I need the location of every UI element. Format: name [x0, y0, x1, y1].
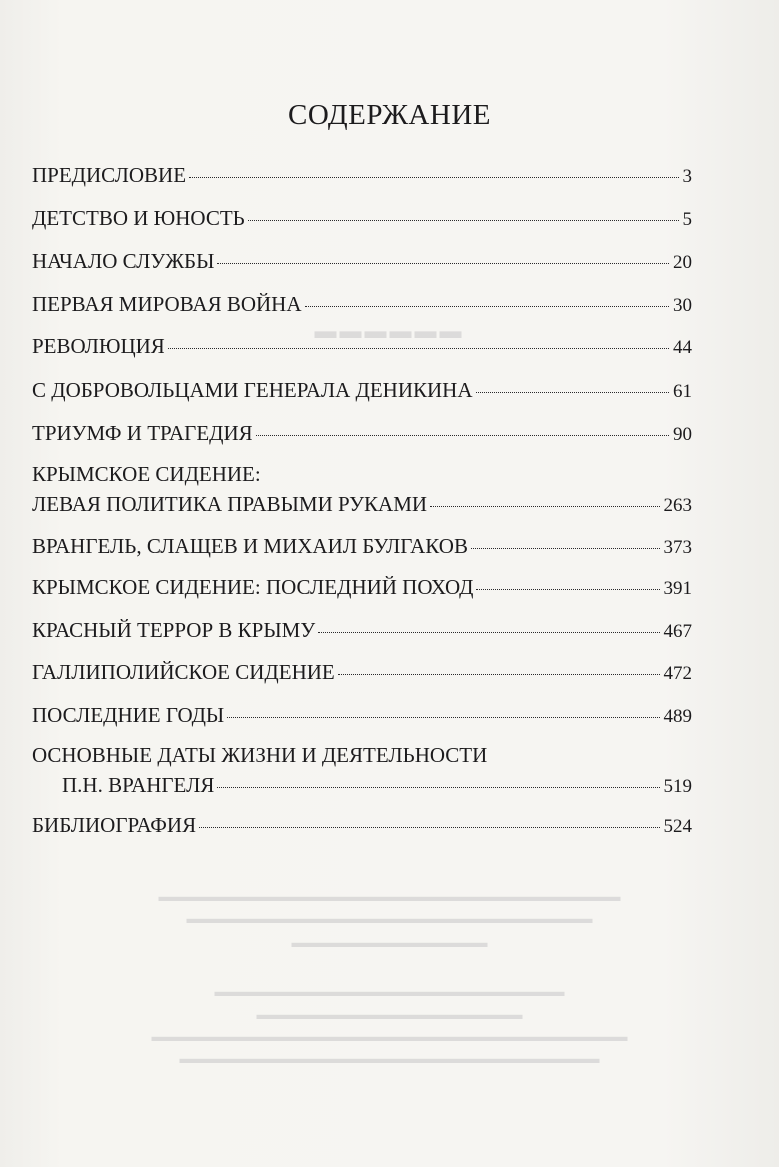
entry-title: ПЕРВАЯ МИРОВАЯ ВОЙНА	[32, 292, 302, 316]
dot-leader	[476, 589, 659, 590]
toc-entry	[32, 420, 692, 448]
page-number: 472	[663, 663, 692, 684]
page-number: 5	[682, 209, 692, 230]
toc-entry	[32, 248, 692, 276]
entry-title: БИБЛИОГРАФИЯ	[32, 813, 197, 837]
entry-title: КРЫМСКОЕ СИДЕНИЕ:	[32, 462, 261, 486]
toc-entry	[32, 574, 692, 602]
dot-leader	[471, 548, 660, 549]
entry-title-continued: П.Н. ВРАНГЕЛЯ	[62, 773, 215, 797]
dot-leader	[217, 787, 659, 788]
dot-leader	[227, 717, 659, 718]
dot-leader	[168, 348, 669, 349]
dot-leader	[430, 506, 659, 507]
toc-entry	[32, 205, 692, 233]
dot-leader	[338, 674, 660, 675]
page-number: 263	[663, 495, 692, 516]
contents-heading: СОДЕРЖАНИЕ	[288, 99, 491, 131]
page-number: 391	[663, 578, 692, 599]
toc-entry	[32, 333, 692, 361]
toc-entry	[32, 702, 692, 730]
dot-leader	[256, 435, 669, 436]
toc-entry	[32, 812, 692, 840]
toc-entry	[32, 377, 692, 405]
page-number: 44	[673, 337, 692, 358]
dot-leader	[318, 632, 659, 633]
page-number: 373	[663, 537, 692, 558]
toc-entry	[32, 617, 692, 645]
dot-leader	[189, 177, 678, 178]
page-number: 30	[673, 295, 692, 316]
toc-entry	[32, 162, 692, 190]
page-number: 489	[663, 706, 692, 727]
dot-leader	[305, 306, 670, 307]
page-number: 524	[663, 816, 692, 837]
entry-title: ВРАНГЕЛЬ, СЛАЩЕВ И МИХАИЛ БУЛГАКОВ	[32, 534, 468, 558]
entry-title: ПОСЛЕДНИЕ ГОДЫ	[32, 703, 225, 727]
page-number: 3	[682, 166, 692, 187]
entry-title: РЕВОЛЮЦИЯ	[32, 334, 165, 358]
toc-entry	[32, 659, 692, 687]
page-number: 519	[663, 776, 692, 797]
toc-entry	[32, 742, 692, 800]
toc-entry	[32, 533, 692, 561]
page-number: 20	[673, 252, 692, 273]
entry-title: ОСНОВНЫЕ ДАТЫ ЖИЗНИ И ДЕЯТЕЛЬНОСТИ	[32, 743, 488, 767]
page-number: 61	[673, 381, 692, 402]
entry-title: С ДОБРОВОЛЬЦАМИ ГЕНЕРАЛА ДЕНИКИНА	[32, 378, 473, 402]
entry-title: КРЫМСКОЕ СИДЕНИЕ: ПОСЛЕДНИЙ ПОХОД	[32, 575, 474, 599]
page-number: 467	[663, 621, 692, 642]
entry-title: НАЧАЛО СЛУЖБЫ	[32, 249, 215, 273]
entry-title: ДЕТСТВО И ЮНОСТЬ	[32, 206, 245, 230]
page-number: 90	[673, 424, 692, 445]
toc-entry	[32, 291, 692, 319]
entry-title: ПРЕДИСЛОВИЕ	[32, 163, 187, 187]
toc-entry	[32, 461, 692, 519]
dot-leader	[248, 220, 679, 221]
entry-title: ГАЛЛИПОЛИЙСКОЕ СИДЕНИЕ	[32, 660, 335, 684]
dot-leader	[217, 263, 669, 264]
dot-leader	[476, 392, 669, 393]
entry-title: ТРИУМФ И ТРАГЕДИЯ	[32, 421, 253, 445]
book-page: ▬▬▬▬▬▬ ▬▬▬▬▬▬▬▬▬▬▬▬▬▬▬▬▬▬▬▬▬▬▬▬▬▬▬▬▬▬▬▬▬ ▬▬▬▬▬▬▬▬▬▬▬▬▬▬▬▬▬▬▬▬▬▬▬▬▬▬▬▬▬ ▬▬▬▬▬▬▬▬▬▬▬▬▬▬ ▬▬▬▬▬▬▬▬▬▬▬▬▬▬▬▬▬▬▬▬▬▬▬▬▬ ▬▬▬▬▬▬▬▬▬▬▬▬▬▬▬▬▬▬▬ ▬▬▬▬▬▬▬▬▬▬▬▬▬▬▬▬▬▬▬▬▬▬▬▬▬▬▬▬▬▬▬▬▬▬ ▬▬▬▬▬▬▬▬▬▬▬▬▬▬▬▬▬▬▬▬▬▬▬▬▬▬▬▬▬▬ СОДЕРЖАНИЕ ПРЕДИСЛОВИЕ 3 ДЕТСТВО И ЮНОСТЬ 5 НАЧАЛО СЛУЖБЫ 20 ПЕРВАЯ МИРОВАЯ ВОЙНА 30 РЕВОЛЮЦИЯ 44 С ДОБРОВОЛЬЦАМИ ГЕНЕРАЛА ДЕНИКИНА 61 ТРИУМФ И ТРАГЕДИЯ 90 КРЫМСКОЕ СИДЕНИЕ: ЛЕВАЯ ПОЛИТИКА ПРАВЫМИ РУКАМИ 263 ВРАНГЕЛЬ, СЛАЩЕВ И МИХАИЛ БУЛГАКОВ 373 КРЫМСКОЕ СИДЕНИЕ: ПОСЛЕДНИЙ ПОХОД 391 КРАСНЫЙ ТЕРРОР В КРЫМУ 467 ГАЛЛИПОЛИЙСКОЕ СИДЕНИЕ 472 ПОСЛЕДНИЕ ГОДЫ 489 ОСНОВНЫЕ ДАТЫ ЖИЗНИ И ДЕЯТЕЛЬНОСТИ П.Н. ВРАНГЕЛЯ 519 БИБЛИОГРАФИЯ 524	[0, 0, 779, 1167]
entry-title: КРАСНЫЙ ТЕРРОР В КРЫМУ	[32, 618, 316, 642]
dot-leader	[199, 827, 659, 828]
entry-title-continued: ЛЕВАЯ ПОЛИТИКА ПРАВЫМИ РУКАМИ	[32, 492, 428, 516]
